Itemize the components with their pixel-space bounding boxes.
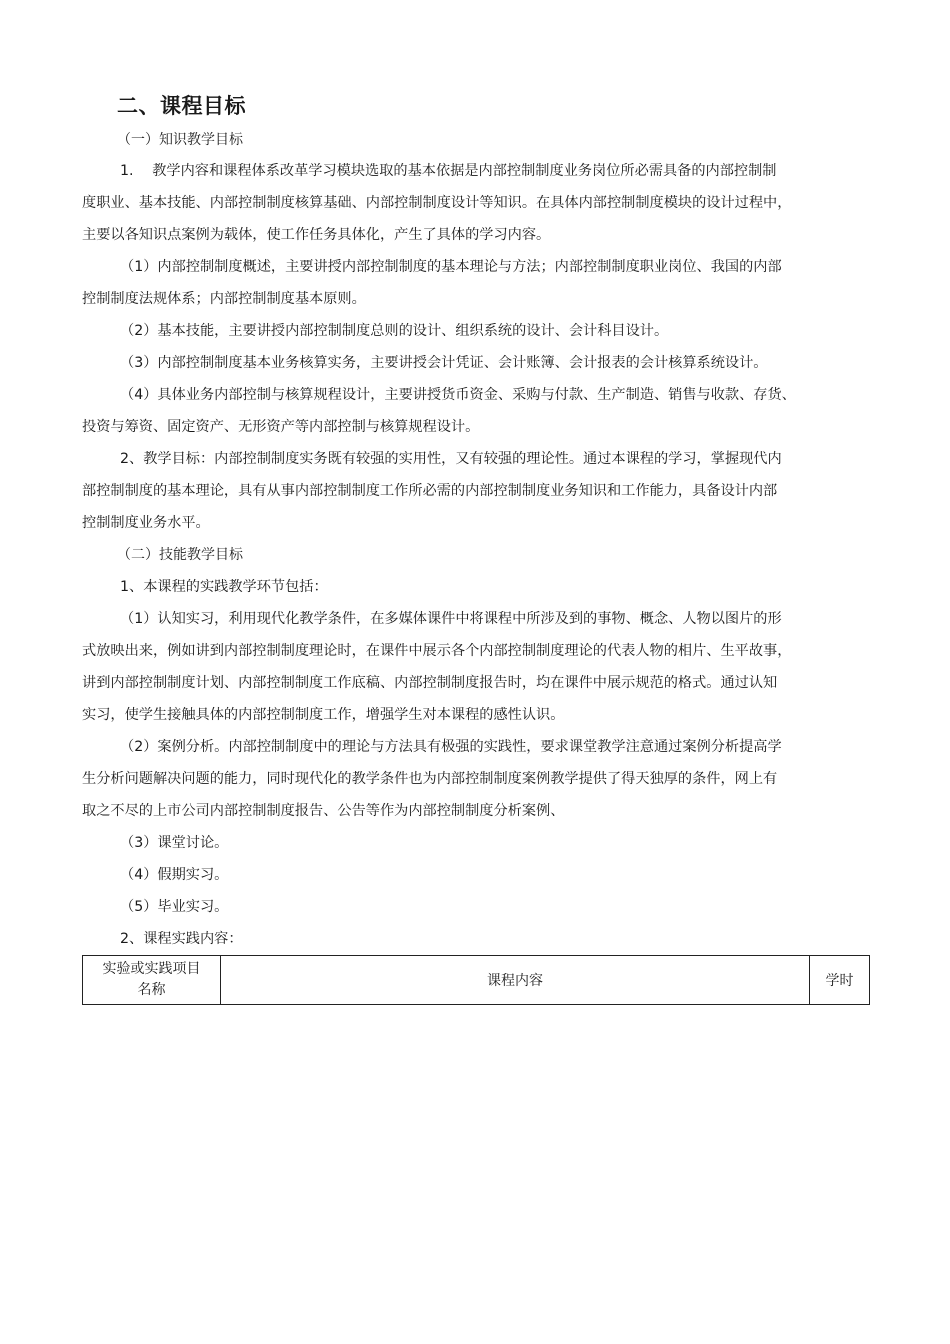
list-item: （5）毕业实习。 [120, 899, 229, 915]
list-item-line: 实习，使学生接触具体的内部控制制度工作，增强学生对本课程的感性认识。 [82, 707, 565, 723]
header-cell-course-content: 课程内容 [221, 956, 810, 1005]
list-item-line: （4）具体业务内部控制与核算规程设计，主要讲授货币资金、采购与付款、生产制造、销售与收款、存货、 [120, 387, 796, 403]
paragraph-line: 2、教学目标：内部控制制度实务既有较强的实用性，又有较强的理论性。通过本课程的学习，掌握现代内 [120, 451, 782, 467]
practice-content-table [82, 955, 870, 1005]
table-header-row [83, 956, 870, 1005]
list-item-line: 讲到内部控制制度计划、内部控制制度工作底稿、内部控制制度报告时，均在课件中展示规范的格式。通过认知 [82, 675, 778, 691]
paragraph-line: 部控制制度的基本理论，具有从事内部控制制度工作所必需的内部控制制度业务知识和工作能力，具备设计内部 [82, 483, 778, 499]
list-item-line: 取之不尽的上市公司内部控制制度报告、公告等作为内部控制制度分析案例、 [82, 803, 565, 819]
list-item-line: （1）内部控制制度概述，主要讲授内部控制制度的基本理论与方法；内部控制制度职业岗位、我国的内部 [120, 259, 782, 275]
subsection-title-knowledge: （一）知识教学目标 [117, 132, 243, 148]
paragraph-line: 主要以各知识点案例为载体，使工作任务具体化，产生了具体的学习内容。 [82, 227, 551, 243]
header-cell-project-name [83, 956, 221, 1005]
list-item-line: 式放映出来，例如讲到内部控制制度理论时，在课件中展示各个内部控制制度理论的代表人物的相片、生平故事， [82, 643, 792, 659]
header-cell-hours: 学时 [810, 956, 870, 1005]
paragraph-line: 度职业、基本技能、内部控制制度核算基础、内部控制制度设计等知识。在具体内部控制制度模块的设计过程中， [82, 195, 792, 211]
section-heading: 二、课程目标 [117, 94, 246, 118]
list-item-line: 控制制度法规体系；内部控制制度基本原则。 [82, 291, 366, 307]
list-item: （3）课堂讨论。 [120, 835, 229, 851]
list-item-line: 生分析问题解决问题的能力，同时现代化的教学条件也为内部控制制度案例教学提供了得天独厚的条件，网上有 [82, 771, 778, 787]
list-item-line: （2）案例分析。内部控制制度中的理论与方法具有极强的实践性，要求课堂教学注意通过案例分析提高学 [120, 739, 782, 755]
list-item: （2）基本技能，主要讲授内部控制制度总则的设计、组织系统的设计、会计科目设计。 [120, 323, 669, 339]
header-cell-text: 实验或实践项目 [102, 961, 201, 977]
header-cell-text: 名称 [137, 982, 166, 998]
paragraph-line: 2、课程实践内容： [120, 931, 243, 947]
subsection-title-skills: （二）技能教学目标 [117, 547, 243, 563]
list-item-line: （1）认知实习，利用现代化教学条件，在多媒体课件中将课程中所涉及到的事物、概念、人物以图片的形 [120, 611, 782, 627]
paragraph-line: 1、本课程的实践教学环节包括： [120, 579, 328, 595]
list-item: （4）假期实习。 [120, 867, 229, 883]
list-item: （3）内部控制制度基本业务核算实务，主要讲授会计凭证、会计账簿、会计报表的会计核算系统设计。 [120, 355, 768, 371]
paragraph-line: 控制制度业务水平。 [82, 515, 210, 531]
paragraph-line: 1. 教学内容和课程体系改革学习模块选取的基本依据是内部控制制度业务岗位所必需具备的内部控制制 [120, 163, 777, 179]
list-item-line: 投资与筹资、固定资产、无形资产等内部控制与核算规程设计。 [82, 419, 480, 435]
